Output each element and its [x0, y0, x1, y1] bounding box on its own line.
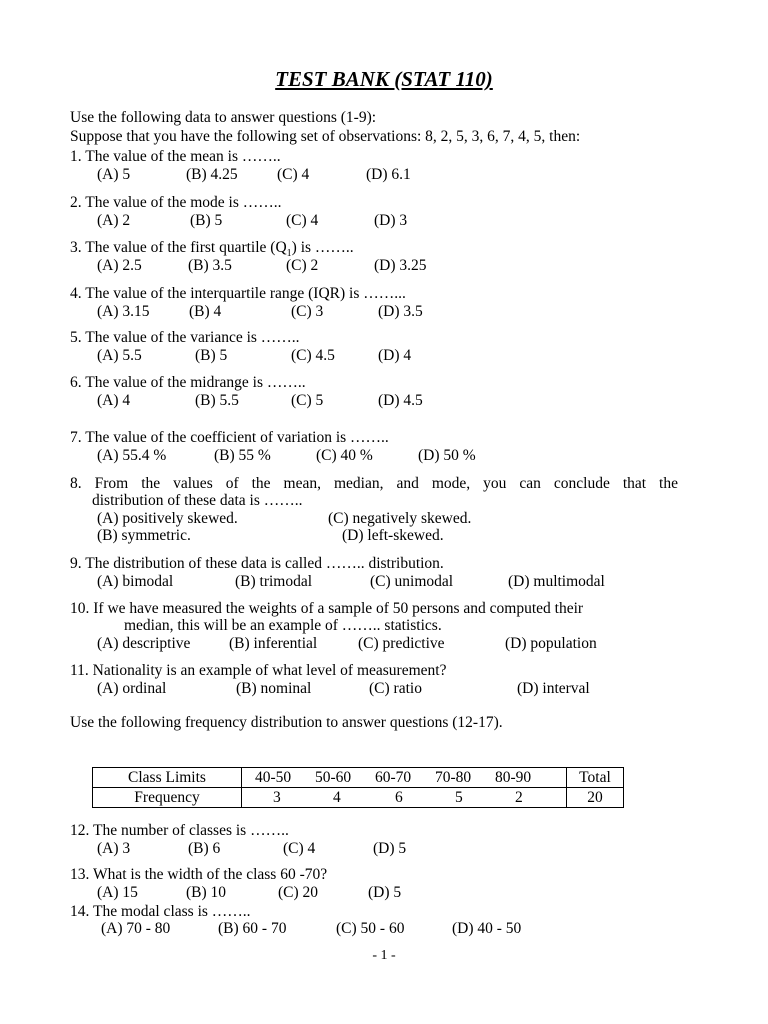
option: (A) 70 - 80	[101, 920, 171, 937]
option: (C) 3	[291, 303, 324, 320]
option: (D) 3.5	[378, 303, 423, 320]
option: (D) 5	[368, 884, 402, 901]
option: (C) 5	[291, 392, 324, 409]
option: (A) 2	[97, 212, 131, 229]
table-row	[93, 768, 624, 788]
page-title: TEST BANK (STAT 110)	[275, 67, 493, 91]
option: (C) 4	[277, 166, 310, 183]
option: (D) 4.5	[378, 392, 423, 409]
question-3-stem	[70, 239, 354, 260]
option: (C) ratio	[369, 680, 422, 697]
option: (D) 6.1	[366, 166, 411, 183]
frequency: 2	[515, 789, 523, 806]
page-number: - 1 -	[372, 948, 396, 963]
option: (B) inferential	[229, 635, 318, 652]
option: (B) 60 - 70	[218, 920, 287, 937]
option: (C) 4	[283, 840, 316, 857]
class-limit: 40-50	[255, 769, 292, 786]
question-4-stem: 4. The value of the interquartile range (IQR) is ……...	[70, 285, 406, 302]
option: (A) 15	[97, 884, 138, 901]
option: (D) 4	[378, 347, 412, 364]
question-6-stem: 6. The value of the midrange is ……..	[70, 374, 306, 391]
option: (C) negatively skewed.	[328, 510, 472, 527]
option: (D) 3.25	[374, 257, 427, 274]
option: (D) left-skewed.	[342, 527, 444, 544]
intro-line-2: Suppose that you have the following set of observations: 8, 2, 5, 3, 6, 7, 4, 5, then:	[70, 128, 581, 145]
option: (D) 3	[374, 212, 408, 229]
option: (C) 2	[286, 257, 319, 274]
option: (A) ordinal	[97, 680, 167, 697]
class-limit: 70-80	[435, 769, 472, 786]
option: (D) multimodal	[508, 573, 605, 590]
stem-text: 3. The value of the first quartile (Q	[70, 239, 287, 256]
intro-line-3: Use the following frequency distribution to answer questions (12-17).	[70, 714, 503, 731]
question-13-stem: 13. What is the width of the class 60 -70?	[70, 866, 328, 883]
option: (A) 5	[97, 166, 131, 183]
frequency: 3	[273, 789, 281, 806]
question-11-stem: 11. Nationality is an example of what level of measurement?	[70, 662, 447, 679]
option: (B) 5	[190, 212, 223, 229]
question-5-stem: 5. The value of the variance is ……..	[70, 329, 300, 346]
option: (A) descriptive	[97, 635, 191, 652]
question-7-stem: 7. The value of the coefficient of variation is ……..	[70, 429, 389, 446]
class-limit: 60-70	[375, 769, 412, 786]
option: (D) population	[505, 635, 597, 652]
question-8-stem-cont: distribution of these data is ……..	[92, 492, 303, 509]
question-10-stem: 10. If we have measured the weights of a sample of 50 persons and computed their	[70, 600, 584, 617]
option: (B) 5.5	[195, 392, 239, 409]
option: (A) bimodal	[97, 573, 174, 590]
frequency: 6	[395, 789, 403, 806]
option: (B) 5	[195, 347, 228, 364]
intro-line-1: Use the following data to answer questions (1-9):	[70, 109, 377, 126]
question-2-stem: 2. The value of the mode is ……..	[70, 194, 282, 211]
option: (B) 55 %	[214, 447, 271, 464]
option: (A) 4	[97, 392, 131, 409]
option: (C) unimodal	[370, 573, 454, 590]
option: (B) trimodal	[235, 573, 313, 590]
option: (D) 50 %	[418, 447, 476, 464]
option: (A) positively skewed.	[97, 510, 238, 527]
question-9-stem: 9. The distribution of these data is called …….. distribution.	[70, 555, 444, 572]
question-12-stem: 12. The number of classes is ……..	[70, 822, 289, 839]
option: (C) 50 - 60	[336, 920, 405, 937]
option: (A) 55.4 %	[97, 447, 167, 464]
table-cell: Class Limits	[93, 768, 242, 788]
stem-text: ) is ……..	[291, 239, 354, 256]
table-cell: Frequency	[93, 788, 242, 808]
option: (C) 4.5	[291, 347, 335, 364]
table-cell	[242, 768, 567, 788]
question-1-stem: 1. The value of the mean is ……..	[70, 148, 281, 165]
option: (B) 10	[186, 884, 227, 901]
option: (B) 3.5	[188, 257, 232, 274]
question-14-stem: 14. The modal class is ……..	[70, 903, 251, 920]
option: (C) 20	[278, 884, 319, 901]
question-8-stem: 8. From the values of the mean, median, and mode, you can conclude that the	[70, 475, 678, 492]
option: (B) 4	[189, 303, 222, 320]
table-cell: 20	[567, 788, 624, 808]
question-10-stem-cont: median, this will be an example of …….. statistics.	[124, 617, 442, 634]
table-row	[93, 788, 624, 808]
option: (D) interval	[517, 680, 590, 697]
option: (A) 5.5	[97, 347, 142, 364]
frequency: 4	[333, 789, 341, 806]
option: (D) 40 - 50	[452, 920, 522, 937]
option: (B) symmetric.	[97, 527, 191, 544]
class-limit: 50-60	[315, 769, 352, 786]
stem-subscript: 1	[286, 248, 292, 260]
option: (B) nominal	[236, 680, 312, 697]
option: (C) 4	[286, 212, 319, 229]
option: (A) 3.15	[97, 303, 150, 320]
option: (D) 5	[373, 840, 407, 857]
option: (C) predictive	[358, 635, 445, 652]
option: (A) 2.5	[97, 257, 142, 274]
frequency: 5	[455, 789, 463, 806]
frequency-table	[92, 767, 624, 808]
table-cell	[242, 788, 567, 808]
class-limit: 80-90	[495, 769, 532, 786]
option: (B) 4.25	[186, 166, 238, 183]
option: (A) 3	[97, 840, 131, 857]
table-cell: Total	[567, 768, 624, 788]
option: (B) 6	[188, 840, 221, 857]
option: (C) 40 %	[316, 447, 373, 464]
